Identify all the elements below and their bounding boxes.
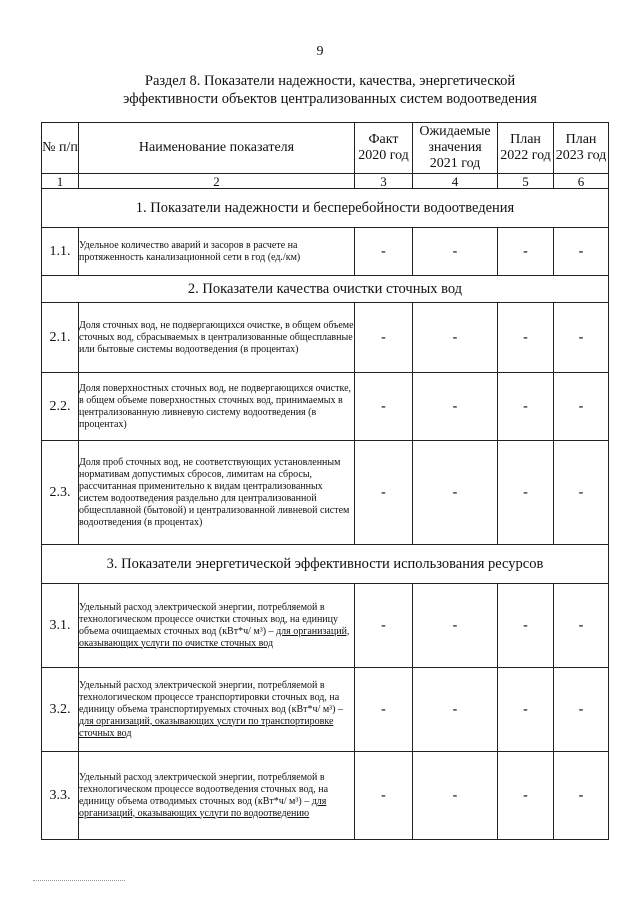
value-expected-2021: -: [413, 373, 498, 441]
column-number: 2: [79, 174, 355, 189]
section-heading-energy: 3. Показатели энергетической эффективности использования ресурсов: [42, 545, 609, 584]
value-plan-2022: -: [498, 303, 554, 373]
row-number: 2.3.: [42, 441, 79, 545]
header-name: Наименование показателя: [79, 123, 355, 174]
value-plan-2022: -: [498, 441, 554, 545]
header-fact-2020: Факт 2020 год: [355, 123, 413, 174]
table-row: [42, 584, 609, 668]
indicator-name-main: Удельный расход электрической энергии, потребляемой в технологическом процессе транспортировки сточных вод, на единицу объема транспортируемых сточных вод (кВт*ч/ м³) –: [79, 679, 343, 715]
value-plan-2022: -: [498, 373, 554, 441]
value-expected-2021: -: [413, 228, 498, 276]
row-number: 3.2.: [42, 668, 79, 752]
value-expected-2021: -: [413, 668, 498, 752]
indicator-name: [79, 752, 355, 840]
value-plan-2022: -: [498, 668, 554, 752]
value-expected-2021: -: [413, 752, 498, 840]
header-num: № п/п: [42, 123, 79, 174]
table-row: [42, 228, 609, 276]
indicator-name-note: для организаций, оказывающих услуги по водоотведению: [79, 795, 327, 819]
header-row: [42, 123, 609, 174]
value-fact-2020: -: [355, 668, 413, 752]
row-number: 1.1.: [42, 228, 79, 276]
row-number: 2.2.: [42, 373, 79, 441]
table-row: [42, 303, 609, 373]
value-plan-2023: -: [554, 584, 609, 668]
column-number: 1: [42, 174, 79, 189]
section-heading-reliability: 1. Показатели надежности и бесперебойности водоотведения: [42, 189, 609, 228]
indicator-name-note: для организаций, оказывающих услуги по транспортировке сточных вод: [79, 715, 334, 739]
indicator-name: [79, 584, 355, 668]
indicator-name: Доля проб сточных вод, не соответствующих установленным нормативам допустимых сбросов, лимитам на сбросы, рассчитанная применительно к видам централизованных систем водоотведения раздельно для централизованной общесплавной (бытовой) и централизованной ливневой систем водоотведения (в процентах): [79, 441, 355, 545]
section-row: [42, 276, 609, 303]
indicator-name: Удельное количество аварий и засоров в расчете на протяженность канализационной сети в год (ед./км): [79, 228, 355, 276]
value-expected-2021: -: [413, 441, 498, 545]
section-title-line-1: Раздел 8. Показатели надежности, качества, энергетической: [144, 73, 516, 89]
indicators-table: [41, 122, 609, 840]
column-number: 3: [355, 174, 413, 189]
footer-divider: [33, 880, 125, 881]
column-number-row: [42, 174, 609, 189]
value-fact-2020: -: [355, 584, 413, 668]
indicator-name: Доля сточных вод, не подвергающихся очистке, в общем объеме сточных вод, сбрасываемых в централизованные общесплавные или бытовые системы водоотведения (в процентах): [79, 303, 355, 373]
row-number: 3.3.: [42, 752, 79, 840]
indicator-name: Доля поверхностных сточных вод, не подвергающихся очистке, в общем объеме поверхностных сточных вод, принимаемых в централизованную ливневую систему водоотведения (в процентах): [79, 373, 355, 441]
value-expected-2021: -: [413, 584, 498, 668]
section-row: [42, 545, 609, 584]
header-expected-2021: Ожидаемые значения 2021 год: [413, 123, 498, 174]
value-plan-2023: -: [554, 303, 609, 373]
value-fact-2020: -: [355, 373, 413, 441]
value-plan-2023: -: [554, 668, 609, 752]
section-heading-quality: 2. Показатели качества очистки сточных вод: [42, 276, 609, 303]
value-plan-2022: -: [498, 584, 554, 668]
value-plan-2023: -: [554, 228, 609, 276]
table-row: [42, 373, 609, 441]
table-row: [42, 752, 609, 840]
table-row: [42, 668, 609, 752]
value-fact-2020: -: [355, 752, 413, 840]
header-plan-2023: План 2023 год: [554, 123, 609, 174]
row-number: 3.1.: [42, 584, 79, 668]
section-row: [42, 189, 609, 228]
value-fact-2020: -: [355, 303, 413, 373]
value-plan-2022: -: [498, 752, 554, 840]
section-title-line-2: эффективности объектов централизованных систем водоотведения: [123, 91, 537, 107]
value-plan-2022: -: [498, 228, 554, 276]
column-number: 6: [554, 174, 609, 189]
column-number: 4: [413, 174, 498, 189]
indicator-name-note: для организаций, оказывающих услуги по очистке сточных вод: [79, 625, 350, 649]
row-number: 2.1.: [42, 303, 79, 373]
table-row: [42, 441, 609, 545]
column-number: 5: [498, 174, 554, 189]
value-fact-2020: -: [355, 441, 413, 545]
indicator-name-main: Удельный расход электрической энергии, потребляемой в технологическом процессе водоотведения сточных вод, на единицу объема отводимых сточных вод (кВт*ч/ м³) –: [79, 771, 329, 807]
value-plan-2023: -: [554, 752, 609, 840]
indicator-name: [79, 668, 355, 752]
value-plan-2023: -: [554, 441, 609, 545]
value-plan-2023: -: [554, 373, 609, 441]
header-plan-2022: План 2022 год: [498, 123, 554, 174]
section-title: [80, 72, 580, 108]
value-expected-2021: -: [413, 303, 498, 373]
page-number: 9: [316, 44, 324, 59]
indicator-name-main: Удельный расход электрической энергии, потребляемой в технологическом процессе очистки сточных вод, на единицу объема очищаемых сточных вод (кВт*ч/ м³) –: [79, 601, 339, 637]
value-fact-2020: -: [355, 228, 413, 276]
